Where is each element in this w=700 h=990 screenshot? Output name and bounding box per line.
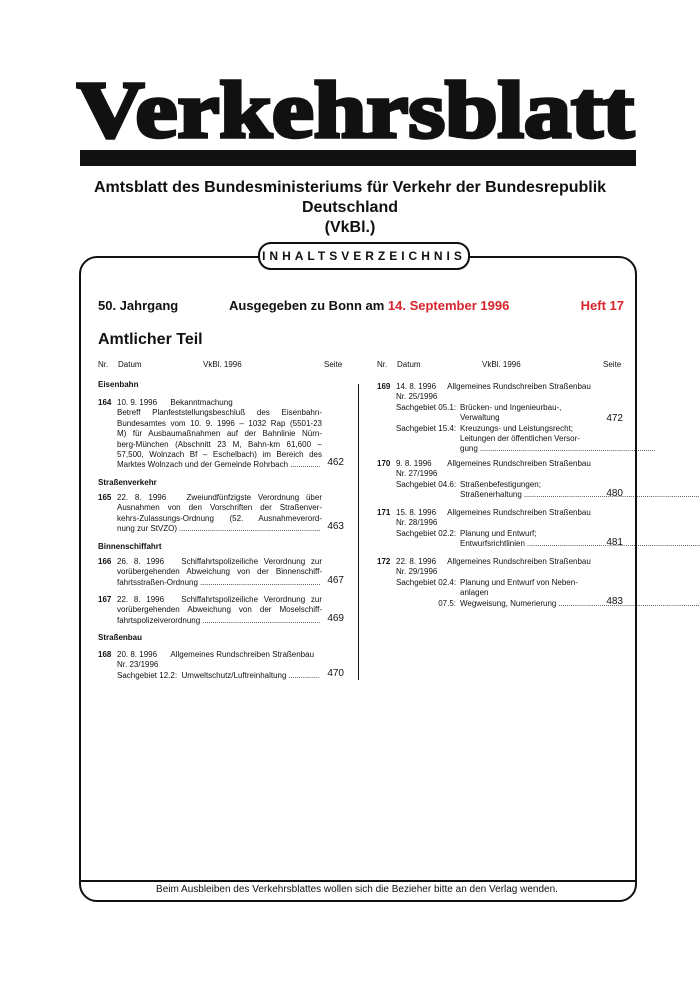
entry-line: vorübergehenden Abweichung von der Binnenschiff- bbox=[117, 567, 322, 577]
sachgebiet-value: Straßenerhaltung bbox=[460, 490, 522, 500]
toc-entry-167[interactable] bbox=[98, 595, 344, 627]
col-header-nr: Nr. bbox=[377, 360, 388, 369]
entry-line bbox=[117, 460, 322, 470]
sachgebiet-value: Brücken- und Ingenieurbau-, bbox=[460, 402, 562, 412]
page-number: 472 bbox=[606, 413, 623, 424]
footer-rule bbox=[79, 880, 635, 882]
entry-line: Betreff Planfeststellungsbeschluß des Eisenbahn- bbox=[117, 408, 322, 418]
toc-entry-170[interactable] bbox=[377, 459, 623, 501]
sachgebiet-value: Planung und Entwurf; bbox=[460, 528, 537, 538]
page-number: 470 bbox=[327, 668, 344, 679]
entry-type: Bekanntmachung bbox=[170, 398, 233, 407]
jahrgang: 50. Jahrgang bbox=[98, 298, 179, 313]
entry-date-type bbox=[396, 508, 601, 518]
sachgebiet-key: Sachgebiet 04.6: bbox=[396, 479, 457, 489]
sachgebiet-value: gung bbox=[460, 444, 478, 454]
sachgebiet-value: anlagen bbox=[460, 588, 489, 598]
entry-date-type bbox=[396, 557, 601, 567]
sachgebiet-row bbox=[396, 599, 601, 609]
issue-date: 14. September 1996 bbox=[387, 298, 510, 313]
toc-entry-164[interactable] bbox=[98, 398, 344, 470]
sachgebiet-key: Sachgebiet 02.4: bbox=[396, 577, 457, 587]
entry-type: Schiffahrtspolizeiliche Verordnung zur bbox=[181, 557, 322, 566]
sachgebiet-row bbox=[396, 539, 601, 549]
entry-date: 10. 9. 1996 bbox=[117, 398, 158, 407]
sachgebiet-key: Sachgebiet 05.1: bbox=[396, 402, 457, 412]
publication-subtitle bbox=[60, 178, 640, 238]
sachgebiet-row bbox=[396, 529, 601, 539]
subtitle-line-2: (VkBl.) bbox=[324, 219, 376, 236]
toc-entry-171[interactable] bbox=[377, 508, 623, 550]
entry-date-type bbox=[117, 650, 322, 660]
sachgebiet-row bbox=[396, 578, 601, 588]
sachgebiet-key: Sachgebiet 12.2: bbox=[117, 670, 178, 680]
entry-number: 171 bbox=[377, 508, 391, 517]
sachgebiet-row bbox=[396, 413, 601, 423]
sachgebiet-row bbox=[396, 480, 601, 490]
entry-line: 57,500, Wolnzach Bf – Eschelbach) im Bereich des bbox=[117, 450, 322, 460]
entry-line bbox=[117, 616, 322, 626]
entry-ars-number: Nr. 23/1996 bbox=[117, 660, 159, 670]
sachgebiet-key: Sachgebiet 15.4: bbox=[396, 423, 457, 433]
entry-ars-number: Nr. 28/1996 bbox=[396, 518, 438, 528]
col-header-datum: Datum bbox=[397, 360, 421, 369]
entry-number: 170 bbox=[377, 459, 391, 468]
page-number: 480 bbox=[606, 488, 623, 499]
entry-number: 172 bbox=[377, 557, 391, 566]
category-heading: Straßenverkehr bbox=[98, 478, 157, 487]
sachgebiet-row bbox=[396, 588, 601, 598]
entry-line: Ausnahmen von den Vorschriften der Straßenver- bbox=[117, 503, 322, 513]
sachgebiet-value: Leitungen der öffentlichen Versor- bbox=[460, 434, 580, 444]
entry-line-end: fahrtsstraßen-Ordnung bbox=[117, 577, 198, 587]
entry-number: 167 bbox=[98, 595, 112, 604]
masthead-bar bbox=[80, 150, 636, 166]
entry-ars-number: Nr. 25/1996 bbox=[396, 392, 438, 402]
subtitle-line-1: Amtsblatt des Bundesministeriums für Verkehr der Bundesrepublik Deutschland bbox=[93, 179, 607, 216]
entry-line-end: Marktes Wolnzach und der Gemeinde Rohrbach bbox=[117, 460, 289, 470]
entry-date: 14. 8. 1996 bbox=[396, 382, 437, 391]
sachgebiet-row bbox=[396, 403, 601, 413]
published-label: Ausgegeben zu Bonn am bbox=[229, 298, 388, 313]
category-heading: Binnenschiffahrt bbox=[98, 542, 162, 551]
sachgebiet-value: Wegweisung, Numerierung bbox=[460, 598, 557, 608]
col-header-seite: Seite bbox=[324, 360, 343, 369]
entry-ars-number: Nr. 29/1996 bbox=[396, 567, 438, 577]
entry-line: kehrs-Zulassungs-Ordnung (52. Ausnahmeverord- bbox=[117, 513, 322, 523]
entry-date: 22. 8. 1996 bbox=[117, 493, 167, 502]
sachgebiet-value: Planung und Entwurf von Neben- bbox=[460, 577, 578, 587]
entry-type: Allgemeines Rundschreiben Straßenbau bbox=[447, 557, 591, 566]
column-divider bbox=[358, 384, 359, 680]
entry-date: 22. 8. 1996 bbox=[396, 557, 437, 566]
entry-line: vorübergehenden Abweichung von der Moselschiff- bbox=[117, 605, 322, 615]
entry-type: Zweiundfünfzigste Verordnung über bbox=[186, 493, 322, 502]
toc-entry-166[interactable] bbox=[98, 557, 344, 589]
sachgebiet-key: Sachgebiet 02.2: bbox=[396, 528, 457, 538]
entry-number: 164 bbox=[98, 398, 112, 407]
col-header-nr: Nr. bbox=[98, 360, 109, 369]
footer-note: Beim Ausbleiben des Verkehrsblattes wollen sich die Bezieher bitte an den Verlag wenden. bbox=[156, 884, 558, 895]
sachgebiet-value: Umweltschutz/Luftreinhaltung bbox=[181, 670, 287, 680]
entry-date: 20. 8. 1996 bbox=[117, 650, 158, 659]
col-header-vkbl: VkBl. 1996 bbox=[203, 360, 242, 369]
entry-line: Bundesamtes vom 10. 9. 1996 – 1032 Rap (5501-23 bbox=[117, 418, 322, 428]
masthead-logo bbox=[76, 70, 636, 145]
col-header-datum: Datum bbox=[118, 360, 142, 369]
entry-line bbox=[117, 578, 322, 588]
entry-line bbox=[117, 671, 322, 681]
entry-date: 22. 8. 1996 bbox=[117, 595, 165, 604]
toc-entry-172[interactable] bbox=[377, 557, 623, 609]
entry-date: 15. 8. 1996 bbox=[396, 508, 437, 517]
sachgebiet-value: Straßenbefestigungen; bbox=[460, 479, 541, 489]
sachgebiet-value: Kreuzungs- und Leistungsrecht; bbox=[460, 423, 573, 433]
toc-entry-169[interactable] bbox=[377, 382, 623, 454]
entry-number: 165 bbox=[98, 493, 112, 502]
sachgebiet-row bbox=[396, 444, 601, 454]
entry-date-type bbox=[396, 459, 601, 469]
entry-line: M) für Ausbaumaßnahmen auf der Bahnlinie Nürn- bbox=[117, 429, 322, 439]
toc-entry-165[interactable] bbox=[98, 493, 344, 535]
entry-date-type bbox=[117, 398, 322, 408]
sachgebiet-key: 07.5: bbox=[438, 598, 456, 608]
entry-date: 26. 8. 1996 bbox=[117, 557, 165, 566]
issue-published bbox=[229, 298, 509, 313]
entry-type: Allgemeines Rundschreiben Straßenbau bbox=[447, 508, 591, 517]
entry-date-type bbox=[396, 382, 601, 392]
sachgebiet-value: Entwurfsrichtlinien bbox=[460, 539, 525, 549]
entry-date-type bbox=[117, 493, 322, 503]
sachgebiet-row bbox=[396, 434, 601, 444]
entry-type: Schiffahrtspolizeiliche Verordnung zur bbox=[181, 595, 322, 604]
page-number: 462 bbox=[327, 457, 344, 468]
entry-line bbox=[117, 524, 322, 534]
page-number: 463 bbox=[327, 521, 344, 532]
entry-line-end: nung zur StVZO) bbox=[117, 524, 178, 534]
entry-ars-number: Nr. 27/1996 bbox=[396, 469, 438, 479]
heft-number: Heft 17 bbox=[580, 298, 624, 313]
page-number: 481 bbox=[606, 537, 623, 548]
sachgebiet-value: Verwaltung bbox=[460, 413, 500, 423]
entry-type: Allgemeines Rundschreiben Straßenbau bbox=[447, 459, 591, 468]
svg-text:Verkehrsblatt: Verkehrsblatt bbox=[76, 70, 635, 145]
issue-info bbox=[98, 298, 624, 316]
col-header-seite: Seite bbox=[603, 360, 622, 369]
entry-line-end: fahrtspolizeiverordnung bbox=[117, 615, 201, 625]
entry-number: 169 bbox=[377, 382, 391, 391]
page-number: 483 bbox=[606, 596, 623, 607]
entry-date: 9. 8. 1996 bbox=[396, 459, 432, 468]
category-heading: Straßenbau bbox=[98, 633, 143, 642]
toc-entry-168[interactable] bbox=[98, 650, 344, 682]
entry-number: 168 bbox=[98, 650, 112, 659]
toc-title: INHALTSVERZEICHNIS bbox=[258, 242, 470, 270]
page-number: 469 bbox=[327, 613, 344, 624]
entry-date-type bbox=[117, 595, 322, 605]
sachgebiet-row bbox=[396, 424, 601, 434]
col-header-vkbl: VkBl. 1996 bbox=[482, 360, 521, 369]
entry-line: berg-München (Abschnitt 23 M, Bahn-km 61,600 – bbox=[117, 439, 322, 449]
sachgebiet-row bbox=[396, 490, 601, 500]
section-title: Amtlicher Teil bbox=[98, 331, 203, 348]
entry-date-type bbox=[117, 557, 322, 567]
entry-type: Allgemeines Rundschreiben Straßenbau bbox=[447, 382, 591, 391]
entry-number: 166 bbox=[98, 557, 112, 566]
category-heading: Eisenbahn bbox=[98, 380, 139, 389]
page-number: 467 bbox=[327, 575, 344, 586]
entry-type: Allgemeines Rundschreiben Straßenbau bbox=[170, 650, 315, 659]
